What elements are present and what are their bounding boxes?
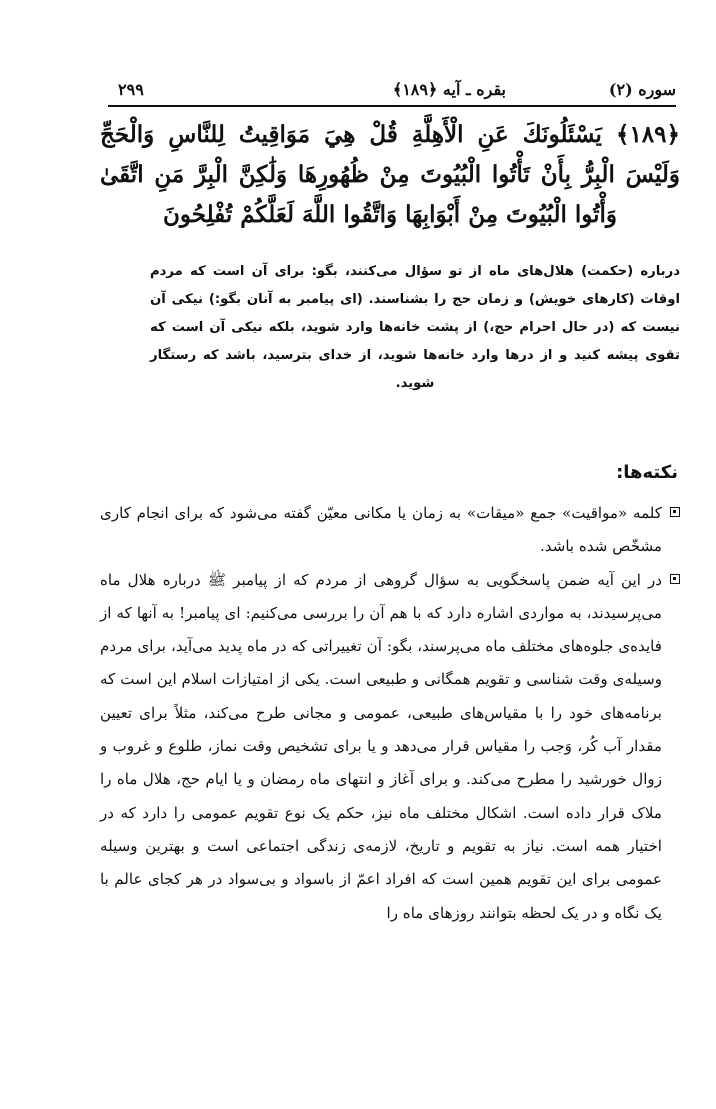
square-bullet-icon xyxy=(670,574,680,584)
note-text: در این آیه ضمن پاسخگویی به سؤال گروهی از مردم که از پیامبر ﷺ درباره هلال ماه می‌پرسیدند، به مواردی اشاره دارد که با هم آن را بررسی می‌کنیم: ای پیامبر! به آنها که از فایده‌ی جلوه‌های مختلف ماه می‌پرسند، بگو: آن تغییراتی که در ماه پدید می‌آید، برای مردم وسیله‌ی وقت شناسی و تقویم همگانی و طبیعی است. یکی از امتیازات اسلام این است که برنامه‌های خود را با مقیاس‌های طبیعی، عمومی و مجانی طرح می‌کند، مثلاً برای تعیین مقدار آب کُر، وَجب را مقیاس قرار می‌دهد و یا برای تشخیص وقت نماز، طلوع و غروب و زوال خورشید را مطرح می‌کند. و برای آغاز و انتهای ماه رمضان و یا ایام حج، هلال ماه را ملاک قرار داده است. اشکال مختلف ماه نیز، حکم یک نوع تقویم عمومی را دارد که در اختیار همه است. نیاز به تقویم و تاریخ، لازمه‌ی زندگی اجتماعی است و بهترین وسیله عمومی برای این تقویم همین است که افراد اعمّ از باسواد و بی‌سواد در هر کجای عالم با یک نگاه و در یک لحظه بتوانند روزهای ماه را xyxy=(100,570,662,922)
square-bullet-icon xyxy=(670,507,680,517)
quran-verse: ﴿١٨٩﴾ يَسْئَلُونَكَ عَنِ الْأَهِلَّةِ قُلْ هِيَ مَوَاقِيتُ لِلنَّاسِ وَالْحَجِّ وَلَيْسَ الْبِرُّ بِأَنْ تَأْتُوا الْبُيُوتَ مِنْ ظُهُورِهَا وَلَٰكِنَّ الْبِرَّ مَنِ اتَّقَىٰ وَأْتُوا الْبُيُوتَ مِنْ أَبْوَابِهَا وَاتَّقُوا اللَّهَ لَعَلَّكُمْ تُفْلِحُونَ xyxy=(100,121,680,228)
note-item xyxy=(100,497,680,564)
notes-heading: نکته‌ها: xyxy=(616,462,678,483)
surah-label: سوره (٢) xyxy=(608,80,676,99)
header-divider xyxy=(108,105,676,107)
page-header xyxy=(108,80,676,102)
ayah-label: بقره ـ آیه ﴿١٨٩﴾ xyxy=(392,80,506,99)
notes-list xyxy=(100,497,680,930)
verse-translation: درباره (حکمت) هلال‌های ماه از تو سؤال می‌کنند، بگو: برای آن است که مردم اوقات (کارهای خویش) و زمان حج را بشناسند. (ای پیامبر به آنان بگو:) نیکی آن نیست که (در حال احرام حج،) از پشت خانه‌ها وارد شوید، بلکه نیکی آن است که تقوی پیشه کنید و از درها وارد خانه‌ها شوید، از خدای بترسید، باشد که رستگار شوید. xyxy=(150,264,680,391)
page-number: ٢٩٩ xyxy=(118,80,144,99)
note-item xyxy=(100,564,680,930)
note-text: کلمه «مواقیت» جمع «میقات» به زمان یا مکانی معیّن گفته می‌شود که برای انجام کاری مشخّص شده باشد. xyxy=(100,504,662,556)
